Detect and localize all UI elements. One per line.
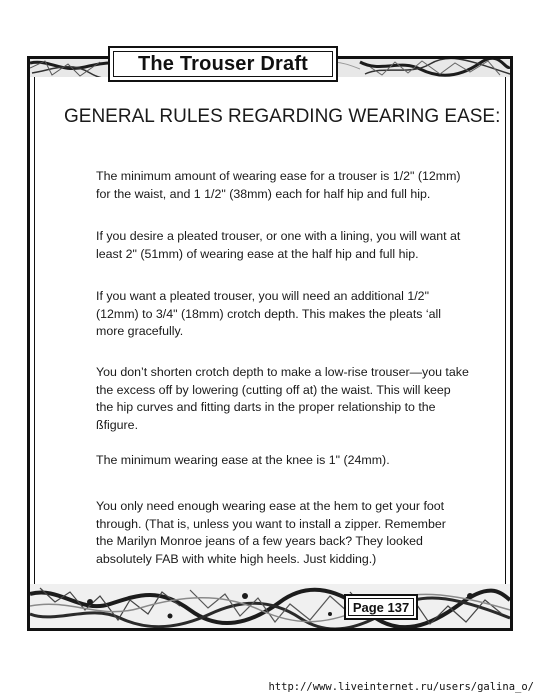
rule-pleated-crotch-depth: If you want a pleated trouser, you will need an additional 1/2" (12mm) to 3/4" (18mm) crotch depth. This makes the pleats ‘all more gracefully. [96,289,442,339]
rule-low-rise: You don’t shorten crotch depth to make a low-rise trouser—you take the excess off by lowering (cutting off at) the waist. This will keep the hip curves and fitting darts in the proper relationship to the ßfigure. [96,365,469,432]
title-box [108,46,338,82]
rule-waist-hip-ease: The minimum amount of wearing ease for a trouser is 1/2" (12mm) for the waist, and 1 1/2" (38mm) each for half hip and full hip. [96,169,461,201]
page-number: Page 137 [352,599,410,615]
source-url-watermark: http://www.liveinternet.ru/users/galina_o/ [268,681,534,693]
rule-pleated-lining-ease: If you desire a pleated trouser, or one with a lining, you will want at least 2" (51mm) of wearing ease at the half hip and full hip. [96,229,461,261]
page-number-badge-inner [348,598,414,616]
page-number-badge [344,594,418,620]
rule-hem-ease: You only need enough wearing ease at the hem to get your foot through. (That is, unless you want to install a zipper. Remember the Marilyn Monroe jeans of a few years back? They looked absolutely FAB with white high heels. Just kidding.) [96,499,446,566]
title-box-inner [113,51,333,77]
marble-band-bottom [30,584,510,628]
rule-knee-ease: The minimum wearing ease at the knee is 1" (24mm). [96,453,390,468]
section-heading: GENERAL RULES REGARDING WEARING EASE: [64,106,501,127]
page-title: The Trouser Draft [137,52,309,75]
